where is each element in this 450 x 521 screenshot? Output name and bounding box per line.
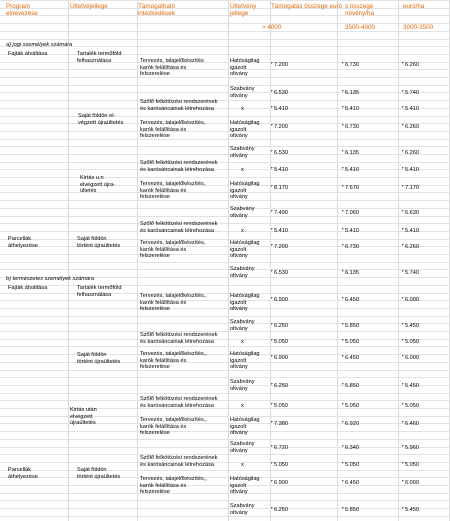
row-divider — [0, 185, 450, 186]
row-divider — [0, 508, 450, 509]
header-ultetveny-jellege: Ültetvény jellege — [230, 3, 257, 18]
cell-comment-marker — [342, 90, 344, 92]
cell-comment-marker — [342, 210, 344, 212]
label-fajtak-atvaltasa: Fajták átváltása — [8, 51, 48, 57]
value-cell: 6.630 — [405, 210, 419, 216]
label-sajat-foldon-tortent-b: Saját földön történt újraültetés — [77, 352, 121, 365]
row-divider — [0, 308, 450, 309]
label-hatosagilag-igazolt: Hatóságilag igazolt oltvány — [230, 120, 260, 140]
cell-comment-marker — [342, 421, 344, 423]
row-divider — [0, 139, 450, 140]
row-divider — [0, 200, 450, 201]
value-cell: 7.200 — [274, 244, 288, 250]
value-cell: 6.000 — [405, 480, 419, 486]
row-divider — [0, 23, 450, 24]
value-cell: 6.340 — [345, 445, 359, 451]
cell-comment-marker — [271, 150, 273, 152]
row-divider — [0, 331, 450, 332]
value-cell: 5.050 — [274, 462, 288, 468]
row-divider — [0, 108, 450, 109]
cell-comment-marker — [271, 339, 273, 341]
header-program: Program elnevezése — [6, 3, 38, 18]
label-tervezes: Tervezés, talajelőkészítés, karók felállítása és felszerelése — [140, 240, 206, 260]
cell-comment-marker — [402, 228, 404, 230]
value-cell: 7.670 — [345, 185, 359, 191]
value-cell: 6.920 — [345, 421, 359, 427]
row-divider — [0, 177, 450, 178]
row-divider — [0, 123, 450, 124]
label-tervezes: Tervezés, talajelőkészítés,, karók felállítása és felszerelése — [140, 417, 207, 437]
cell-comment-marker — [342, 185, 344, 187]
row-divider — [0, 54, 450, 55]
cell-comment-marker — [271, 228, 273, 230]
row-divider — [0, 262, 450, 263]
cell-comment-marker — [402, 507, 404, 509]
value-cell: 6.730 — [345, 62, 359, 68]
row-divider — [0, 416, 450, 417]
cell-comment-marker — [342, 270, 344, 272]
value-cell: 7.060 — [345, 210, 359, 216]
label-hatosagilag-igazolt: Hatóságilag igazolt oltvány — [230, 181, 260, 201]
row-divider — [0, 323, 450, 324]
value-cell: 7.200 — [274, 62, 288, 68]
cell-comment-marker — [402, 167, 404, 169]
cell-comment-marker — [342, 323, 344, 325]
value-cell: 6.530 — [274, 270, 288, 276]
cell-comment-marker — [342, 383, 344, 385]
row-divider — [0, 146, 450, 147]
cell-comment-marker — [342, 62, 344, 64]
value-cell: 6.135 — [345, 90, 359, 96]
row-divider — [0, 169, 450, 170]
cell-comment-marker — [402, 244, 404, 246]
value-cell: 5.050 — [345, 462, 359, 468]
label-szabvany-oltvany: Szabvány oltvány — [230, 86, 255, 99]
cell-comment-marker — [271, 297, 273, 299]
cell-comment-marker — [342, 480, 344, 482]
column-divider — [270, 0, 271, 521]
value-cell: 6.900 — [274, 480, 288, 486]
label-szolo-felkotozes: Szőlő felkötözési rendszerének és karósáncainak létrehozása — [140, 396, 218, 409]
header-over-4000: > 4000 — [262, 24, 282, 31]
value-cell: 5.450 — [405, 323, 419, 329]
row-divider — [0, 0, 450, 1]
row-divider — [0, 85, 450, 86]
label-szabvany-oltvany: Szabvány oltvány — [230, 206, 255, 219]
row-divider — [0, 162, 450, 163]
row-divider — [0, 293, 450, 294]
cell-comment-marker — [402, 62, 404, 64]
value-cell: 5.410 — [345, 167, 359, 173]
label-hatosagilag-igazolt: Hatóságilag igazolt oltvány — [230, 240, 260, 260]
header-3000-3500: 3000-3500 — [403, 24, 434, 31]
value-cell: 5.740 — [405, 270, 419, 276]
value-cell: 6.530 — [274, 90, 288, 96]
row-divider — [0, 370, 450, 371]
row-divider — [0, 69, 450, 70]
label-sajat-foldon-tortent-b2: Saját földön történt újraültetés — [77, 467, 121, 480]
cell-comment-marker — [402, 323, 404, 325]
label-x: x — [241, 462, 244, 468]
value-cell: 6.730 — [345, 244, 359, 250]
cell-comment-marker — [402, 297, 404, 299]
value-cell: 5.450 — [405, 507, 419, 513]
cell-comment-marker — [342, 124, 344, 126]
label-hatosagilag-igazolt: Hatóságilag igazolt oltvány — [230, 476, 260, 496]
row-divider — [0, 339, 450, 340]
value-cell: 6.000 — [405, 297, 419, 303]
value-cell: 5.410 — [345, 228, 359, 234]
cell-comment-marker — [271, 355, 273, 357]
value-cell: 6.260 — [405, 124, 419, 130]
value-cell: 5.050 — [274, 403, 288, 409]
row-divider — [0, 485, 450, 486]
value-cell: 7.380 — [274, 421, 288, 427]
row-divider — [0, 393, 450, 394]
cell-comment-marker — [402, 210, 404, 212]
label-hatosagilag-igazolt: Hatóságilag igazolt oltvány — [230, 58, 260, 78]
value-cell: 5.410 — [274, 106, 288, 112]
label-szabvany-oltvany: Szabvány oltvány — [230, 379, 255, 392]
row-divider — [0, 92, 450, 93]
cell-comment-marker — [271, 244, 273, 246]
cell-comment-marker — [271, 210, 273, 212]
header-intezkedesek: Támogatható intézkedések — [138, 3, 176, 18]
label-szabvany-oltvany: Szabvány oltvány — [230, 146, 255, 159]
value-cell: 5.050 — [345, 403, 359, 409]
cell-comment-marker — [342, 106, 344, 108]
row-divider — [0, 346, 450, 347]
row-divider — [0, 316, 450, 317]
cell-comment-marker — [342, 507, 344, 509]
row-divider — [0, 493, 450, 494]
cell-comment-marker — [402, 480, 404, 482]
column-divider — [398, 0, 399, 521]
row-divider — [0, 477, 450, 478]
value-cell: 5.850 — [345, 507, 359, 513]
label-tervezes: Tervezés, talajelőkészítés, karók felállítása és felszerelése — [140, 120, 206, 140]
value-cell: 6.250 — [274, 323, 288, 329]
row-divider — [0, 362, 450, 363]
row-divider — [0, 285, 450, 286]
value-cell: 6.530 — [274, 150, 288, 156]
cell-comment-marker — [271, 90, 273, 92]
row-divider — [0, 516, 450, 517]
label-x: x — [241, 403, 244, 409]
row-divider — [0, 454, 450, 455]
row-divider — [0, 231, 450, 232]
header-osszeg: s összege növény/ha — [345, 3, 375, 18]
cell-comment-marker — [342, 244, 344, 246]
label-tervezes: Tervezés, talajelőkészítés karók felállítása és felszerelése — [140, 58, 204, 78]
label-tervezes: Tervezés, talajelőkészítés,, karók felállítása és felszerelése — [140, 351, 207, 371]
cell-comment-marker — [402, 90, 404, 92]
cell-comment-marker — [271, 62, 273, 64]
cell-comment-marker — [271, 480, 273, 482]
cell-comment-marker — [342, 445, 344, 447]
label-szolo-felkotozes: Szőlő felkötözési rendszerének és karósáncainak létrehozása — [140, 332, 218, 345]
label-sajat-foldon-tortent: Saját földön történt újraültetés — [77, 236, 121, 249]
value-cell: 6.730 — [345, 124, 359, 130]
column-divider — [137, 0, 138, 521]
row-divider — [0, 246, 450, 247]
cell-comment-marker — [342, 339, 344, 341]
cell-comment-marker — [402, 462, 404, 464]
row-divider — [0, 300, 450, 301]
value-cell: 6.900 — [274, 355, 288, 361]
row-divider — [0, 239, 450, 240]
value-cell: 5.410 — [405, 106, 419, 112]
value-cell: 5.450 — [405, 383, 419, 389]
label-kirtas-utan: Kirtás után elvégzett újraültetés — [70, 407, 97, 427]
section-legal-persons: a) jogi személyek számára — [6, 42, 73, 48]
row-divider — [0, 354, 450, 355]
value-cell: 5.050 — [405, 403, 419, 409]
label-szolo-felkotozes: Szőlő felkötözési rendszerének és karósáncainak létrehozása — [140, 160, 218, 173]
header-3500-4000: 3500-4000 — [345, 24, 376, 31]
row-divider — [0, 8, 450, 9]
label-szolo-felkotozes: Szőlő felkötözési rendszerének és karósáncainak létrehozása — [140, 455, 218, 468]
label-tervezes: Tervezés, talajelőkészítés,, karók felállítása és felszerelése — [140, 476, 207, 496]
value-cell: 8.170 — [274, 185, 288, 191]
value-cell: 7.200 — [274, 124, 288, 130]
label-szolo-felkotozes: Szőlő felkötözési rendszerének és karósáncainak létrehozása — [140, 99, 218, 112]
value-cell: 7.170 — [405, 185, 419, 191]
cell-comment-marker — [402, 339, 404, 341]
row-divider — [0, 447, 450, 448]
row-divider — [0, 408, 450, 409]
label-szabvany-oltvany: Szabvány oltvány — [230, 503, 255, 516]
label-hatosagilag-igazolt: Hatóságilag igazolt oltvány — [230, 351, 260, 371]
label-x: x — [241, 106, 244, 112]
row-divider — [0, 192, 450, 193]
row-divider — [0, 269, 450, 270]
cell-comment-marker — [271, 462, 273, 464]
cell-comment-marker — [402, 270, 404, 272]
row-divider — [0, 500, 450, 501]
value-cell: 5.410 — [345, 106, 359, 112]
row-divider — [0, 216, 450, 217]
cell-comment-marker — [342, 462, 344, 464]
value-cell: 5.050 — [345, 339, 359, 345]
value-cell: 6.000 — [405, 355, 419, 361]
cell-comment-marker — [271, 421, 273, 423]
value-cell: 6.460 — [405, 421, 419, 427]
label-szabvany-oltvany: Szabvány oltvány — [230, 266, 255, 279]
row-divider — [0, 31, 450, 32]
cell-comment-marker — [271, 185, 273, 187]
row-divider — [0, 208, 450, 209]
cell-comment-marker — [271, 106, 273, 108]
label-szabvany-oltvany: Szabvány oltvány — [230, 441, 255, 454]
cell-comment-marker — [271, 167, 273, 169]
label-tartalek-termofold-b: Tartalék termőföld felhasználása — [77, 285, 122, 298]
value-cell: 5.960 — [405, 445, 419, 451]
cell-comment-marker — [342, 297, 344, 299]
cell-comment-marker — [342, 403, 344, 405]
cell-comment-marker — [271, 323, 273, 325]
header-ultetvejellege: Ültetvéjellege — [70, 3, 108, 10]
value-cell: 6.250 — [274, 383, 288, 389]
row-divider — [0, 400, 450, 401]
label-szabvany-oltvany: Szabvány oltvány — [230, 319, 255, 332]
row-divider — [0, 131, 450, 132]
label-hatosagilag-igazolt: Hatóságilag igazolt oltvány — [230, 417, 260, 437]
value-cell: 6.450 — [345, 480, 359, 486]
cell-comment-marker — [342, 150, 344, 152]
column-divider — [68, 0, 69, 521]
value-cell: 5.850 — [345, 383, 359, 389]
cell-comment-marker — [342, 167, 344, 169]
row-divider — [0, 431, 450, 432]
label-tervezes: Tervezés, talajelőkészítés, karók felállítása és felszerelése — [140, 181, 206, 201]
cell-comment-marker — [402, 421, 404, 423]
label-kirtas-un: Kirtás u.n elvégzett újra- ültetés — [80, 175, 116, 195]
value-cell: 5.050 — [405, 462, 419, 468]
cell-comment-marker — [271, 445, 273, 447]
label-x: x — [241, 228, 244, 234]
cell-comment-marker — [402, 445, 404, 447]
row-divider — [0, 15, 450, 16]
value-cell: 5.740 — [405, 90, 419, 96]
row-divider — [0, 100, 450, 101]
value-cell: 5.410 — [405, 167, 419, 173]
cell-comment-marker — [402, 106, 404, 108]
value-cell: 5.050 — [274, 339, 288, 345]
value-cell: 5.410 — [274, 167, 288, 173]
cell-comment-marker — [271, 507, 273, 509]
header-tamogatas: Támogatás összege euró — [271, 3, 343, 10]
row-divider — [0, 385, 450, 386]
column-divider — [228, 0, 229, 521]
label-fajtak-atvaltasa-b: Fajták átváltása — [8, 285, 48, 291]
row-divider — [0, 154, 450, 155]
value-cell: 6.135 — [345, 270, 359, 276]
row-divider — [0, 462, 450, 463]
cell-comment-marker — [342, 355, 344, 357]
value-cell: 6.260 — [405, 244, 419, 250]
value-cell: 6.450 — [345, 297, 359, 303]
label-tervezes: Tervezés, talajelőkészítés,, karók felállítása és felszerelése — [140, 293, 207, 313]
value-cell: 5.050 — [405, 339, 419, 345]
section-natural-persons: b) természetes személyek számára — [6, 276, 94, 282]
value-cell: 5.410 — [274, 228, 288, 234]
cell-comment-marker — [402, 355, 404, 357]
label-parcellak-athelyezese: Parcellák áthelyezése — [8, 236, 38, 249]
value-cell: 6.260 — [405, 62, 419, 68]
row-divider — [0, 77, 450, 78]
label-parcellak-athelyezese-b: Parcellák áthelyezése — [8, 467, 38, 480]
cell-comment-marker — [402, 403, 404, 405]
cell-comment-marker — [271, 403, 273, 405]
cell-comment-marker — [271, 270, 273, 272]
row-divider — [0, 254, 450, 255]
row-divider — [0, 39, 450, 40]
row-divider — [0, 62, 450, 63]
value-cell: 6.720 — [274, 445, 288, 451]
row-divider — [0, 223, 450, 224]
row-divider — [0, 439, 450, 440]
cell-comment-marker — [271, 124, 273, 126]
cell-comment-marker — [402, 124, 404, 126]
value-cell: 6.135 — [345, 150, 359, 156]
cell-comment-marker — [342, 228, 344, 230]
label-tartalek-termofold: Tartalék termőföld felhasználása — [77, 51, 122, 64]
value-cell: 6.250 — [274, 507, 288, 513]
row-divider — [0, 116, 450, 117]
value-cell: 7.490 — [274, 210, 288, 216]
row-divider — [0, 470, 450, 471]
header-euro-ha: euró/ha — [403, 3, 425, 10]
value-cell: 5.850 — [345, 323, 359, 329]
value-cell: 5.410 — [405, 228, 419, 234]
label-x: x — [241, 339, 244, 345]
label-sajat-foldon-elvegzett: Saját földön el- végzett újraültetés — [78, 113, 124, 126]
cell-comment-marker — [271, 383, 273, 385]
label-szolo-felkotozes: Szőlő felkötözési rendszerének és karósáncainak létrehozása — [140, 221, 218, 234]
value-cell: 6.260 — [405, 150, 419, 156]
cell-comment-marker — [402, 383, 404, 385]
cell-comment-marker — [402, 150, 404, 152]
row-divider — [0, 377, 450, 378]
label-x: x — [241, 167, 244, 173]
label-hatosagilag-igazolt: Hatóságilag igazolt oltvány — [230, 293, 260, 313]
value-cell: 6.900 — [274, 297, 288, 303]
cell-comment-marker — [402, 185, 404, 187]
value-cell: 6.450 — [345, 355, 359, 361]
column-divider — [337, 0, 338, 521]
row-divider — [0, 423, 450, 424]
